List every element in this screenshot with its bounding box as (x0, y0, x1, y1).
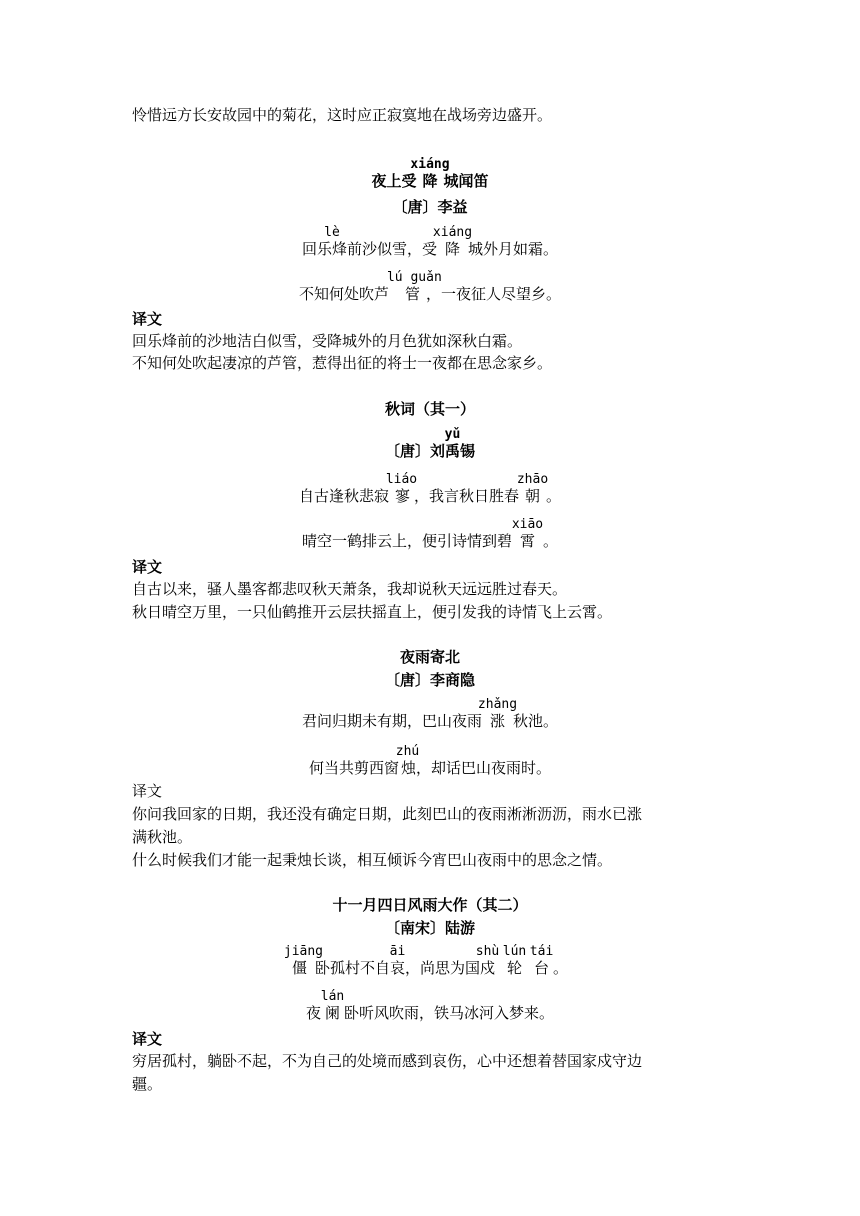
poem2-line2-pinyin: xiāo (511, 517, 544, 532)
poem1-translation-label: 译文 (132, 310, 163, 328)
poem1-translation-line1: 回乐烽前的沙地洁白似雪，受降城外的月色犹如深秋白霜。 (132, 332, 523, 350)
poem3-line2: 何当共剪西窗 zhú 烛，却话巴山夜雨时。 (0, 757, 860, 779)
poem1-title: 夜上受 xiáng 降 城闻笛 (0, 170, 860, 192)
poem4-line2-pinyin: lán (320, 989, 345, 1004)
poem3-translation-line1-cont: 满秋池。 (132, 828, 193, 846)
poem1-line2: 不知何处吹芦 lú guǎn 管 ，一夜征人尽望乡。 (0, 283, 860, 305)
poem4-translation-line1-cont: 疆。 (132, 1075, 163, 1093)
poem4-translation-label: 译文 (132, 1030, 163, 1048)
poem3-translation-line2: 什么时候我们才能一起秉烛长谈，相互倾诉今宵巴山夜雨中的思念之情。 (132, 851, 613, 869)
poem1-line1-pinyin-le: lè (324, 225, 340, 240)
poem3-translation-line1: 你问我回家的日期，我还没有确定日期，此刻巴山的夜雨淅淅沥沥，雨水已涨 (132, 805, 643, 823)
poem4-title: 十一月四日风雨大作（其二） (332, 896, 528, 914)
poem3-line2-pinyin: zhú (395, 744, 420, 759)
poem4-line1-pinyin-jiang: jiāng (283, 944, 324, 959)
poem1-line2-pinyin: lú guǎn (386, 270, 442, 285)
poem2-translation-line2: 秋日晴空万里，一只仙鹤推开云层扶摇直上，便引发我的诗情飞上云霄。 (132, 603, 613, 621)
poem4-line1-pinyin-ai: āi (389, 944, 406, 959)
poem4-line1-pinyin-tai: tái (529, 944, 554, 959)
poem1-line1-pinyin-xiang: xiáng (432, 225, 473, 240)
poem3-line1: 君问归期未有期，巴山夜雨 zhǎng 涨 秋池。 (0, 710, 860, 732)
poem4-line2: 夜 lán 阑 卧听风吹雨，铁马冰河入梦来。 (0, 1002, 860, 1024)
poem4-author: 〔南宋〕陆游 (384, 919, 475, 937)
poem4-line1-pinyin-shu: shù (475, 944, 500, 959)
poem2-author-pinyin: yǔ (444, 427, 461, 442)
poem3-author: 〔唐〕李商隐 (384, 671, 475, 689)
poem3-translation-label: 译文 (132, 782, 163, 800)
intro-line: 怜惜远方长安故园中的菊花，这时应正寂寞地在战场旁边盛开。 (132, 106, 553, 124)
poem4-translation-line1: 穷居孤村，躺卧不起，不为自己的处境而感到哀伤，心中还想着替国家戍守边 (132, 1052, 643, 1070)
poem2-translation-line1: 自古以来，骚人墨客都悲叹秋天萧条，我却说秋天远远胜过春天。 (132, 580, 568, 598)
poem3-line1-pinyin: zhǎng (477, 697, 518, 712)
poem4-line1: jiāng 僵 卧孤村不自 āi 哀，尚思为国 shù 戍 lún 轮 tái 台 。 (0, 957, 860, 979)
poem2-translation-label: 译文 (132, 558, 163, 576)
poem1-line1: lè 回乐烽前沙似雪，受 xiáng 降 城外月如霜。 (0, 238, 860, 260)
poem2-author: 〔唐〕刘 yǔ 禹锡 (0, 440, 860, 462)
poem1-translation-line2: 不知何处吹起凄凉的芦管，惹得出征的将士一夜都在思念家乡。 (132, 354, 553, 372)
poem1-title-pinyin: xiáng (410, 157, 450, 172)
poem2-line1-pinyin-liao: liáo (385, 472, 418, 487)
poem2-line1: 自古逢秋悲寂 liáo 寥 ，我言秋日胜春 zhāo 朝 。 (0, 485, 860, 507)
poem3-title: 夜雨寄北 (399, 648, 460, 666)
poem1-title-annotated-char: xiáng 降 (416, 170, 443, 192)
poem4-line1-pinyin-lun: lún (502, 944, 527, 959)
poem2-title: 秋词（其一） (384, 400, 475, 418)
poem2-line2: 晴空一鹤排云上，便引诗情到碧 xiāo 霄 。 (0, 530, 860, 552)
poem2-line1-pinyin-zhao: zhāo (516, 472, 549, 487)
poem1-author: 〔唐〕李益 (392, 198, 468, 216)
